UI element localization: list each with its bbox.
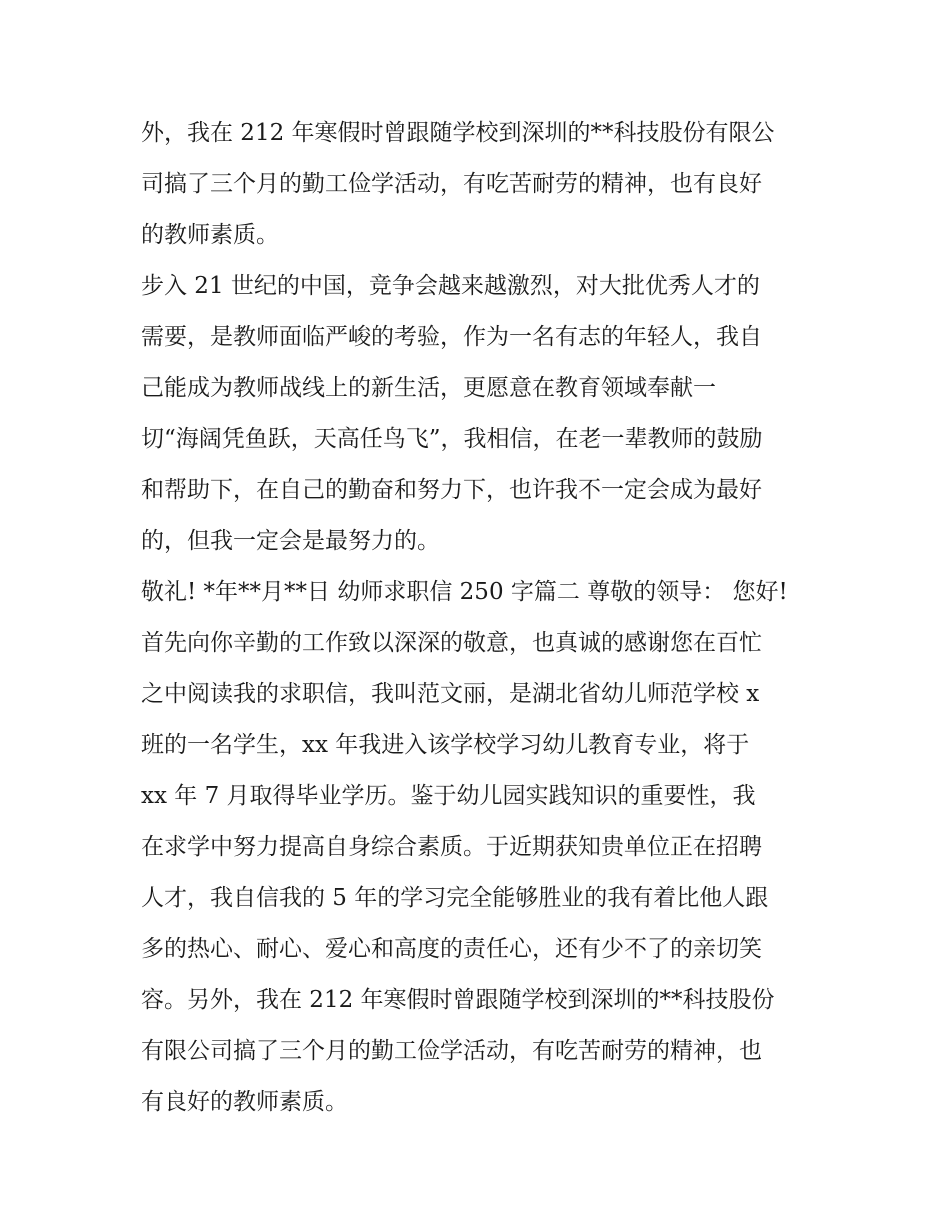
text-line: 多的热心、耐心、爱心和高度的责任心，还有少不了的亲切笑 — [141, 936, 762, 962]
text-line: xx 年 7 月取得毕业学历。鉴于幼儿园实践知识的重要性，我 — [141, 783, 756, 809]
text-line: 切“海阔凭鱼跃，天高任鸟飞”，我相信，在老一辈教师的鼓励 — [141, 426, 763, 452]
text-line: 的，但我一定会是最努力的。 — [141, 528, 440, 554]
text-line: 己能成为教师战线上的新生活，更愿意在教育领域奉献一 — [141, 375, 716, 401]
text-line: 步入 21 世纪的中国，竞争会越来越激烈，对大批优秀人才的 — [141, 273, 760, 299]
text-line: 司搞了三个月的勤工俭学活动，有吃苦耐劳的精神，也有良好 — [141, 171, 762, 197]
text-line: 之中阅读我的求职信，我叫范文丽，是湖北省幼儿师范学校 x — [141, 681, 760, 707]
text-line: 和帮助下，在自己的勤奋和努力下，也许我不一定会成为最好 — [141, 477, 762, 503]
text-line: 在求学中努力提高自身综合素质。于近期获知贵单位正在招聘 — [141, 834, 762, 860]
text-line: 外，我在 212 年寒假时曾跟随学校到深圳的**科技股份有限公 — [141, 120, 775, 146]
text-line: 人才，我自信我的 5 年的学习完全能够胜业的我有着比他人跟 — [141, 885, 769, 911]
text-line: 有限公司搞了三个月的勤工俭学活动，有吃苦耐劳的精神，也 — [141, 1038, 762, 1064]
text-line: 有良好的教师素质。 — [141, 1089, 348, 1115]
text-line: 需要，是教师面临严峻的考验，作为一名有志的年轻人，我自 — [141, 324, 762, 350]
text-line: 班的一名学生，xx 年我进入该学校学习幼儿教育专业，将于 — [141, 732, 750, 758]
text-line: 容。另外，我在 212 年寒假时曾跟随学校到深圳的**科技股份 — [141, 987, 775, 1013]
body-text — [141, 108, 821, 1128]
text-line: 敬礼! *年**月**日 幼师求职信 250 字篇二 尊敬的领导： 您好! — [141, 579, 788, 605]
text-line: 首先向你辛勤的工作致以深深的敬意，也真诚的感谢您在百忙 — [141, 630, 762, 656]
text-line: 的教师素质。 — [141, 222, 279, 248]
